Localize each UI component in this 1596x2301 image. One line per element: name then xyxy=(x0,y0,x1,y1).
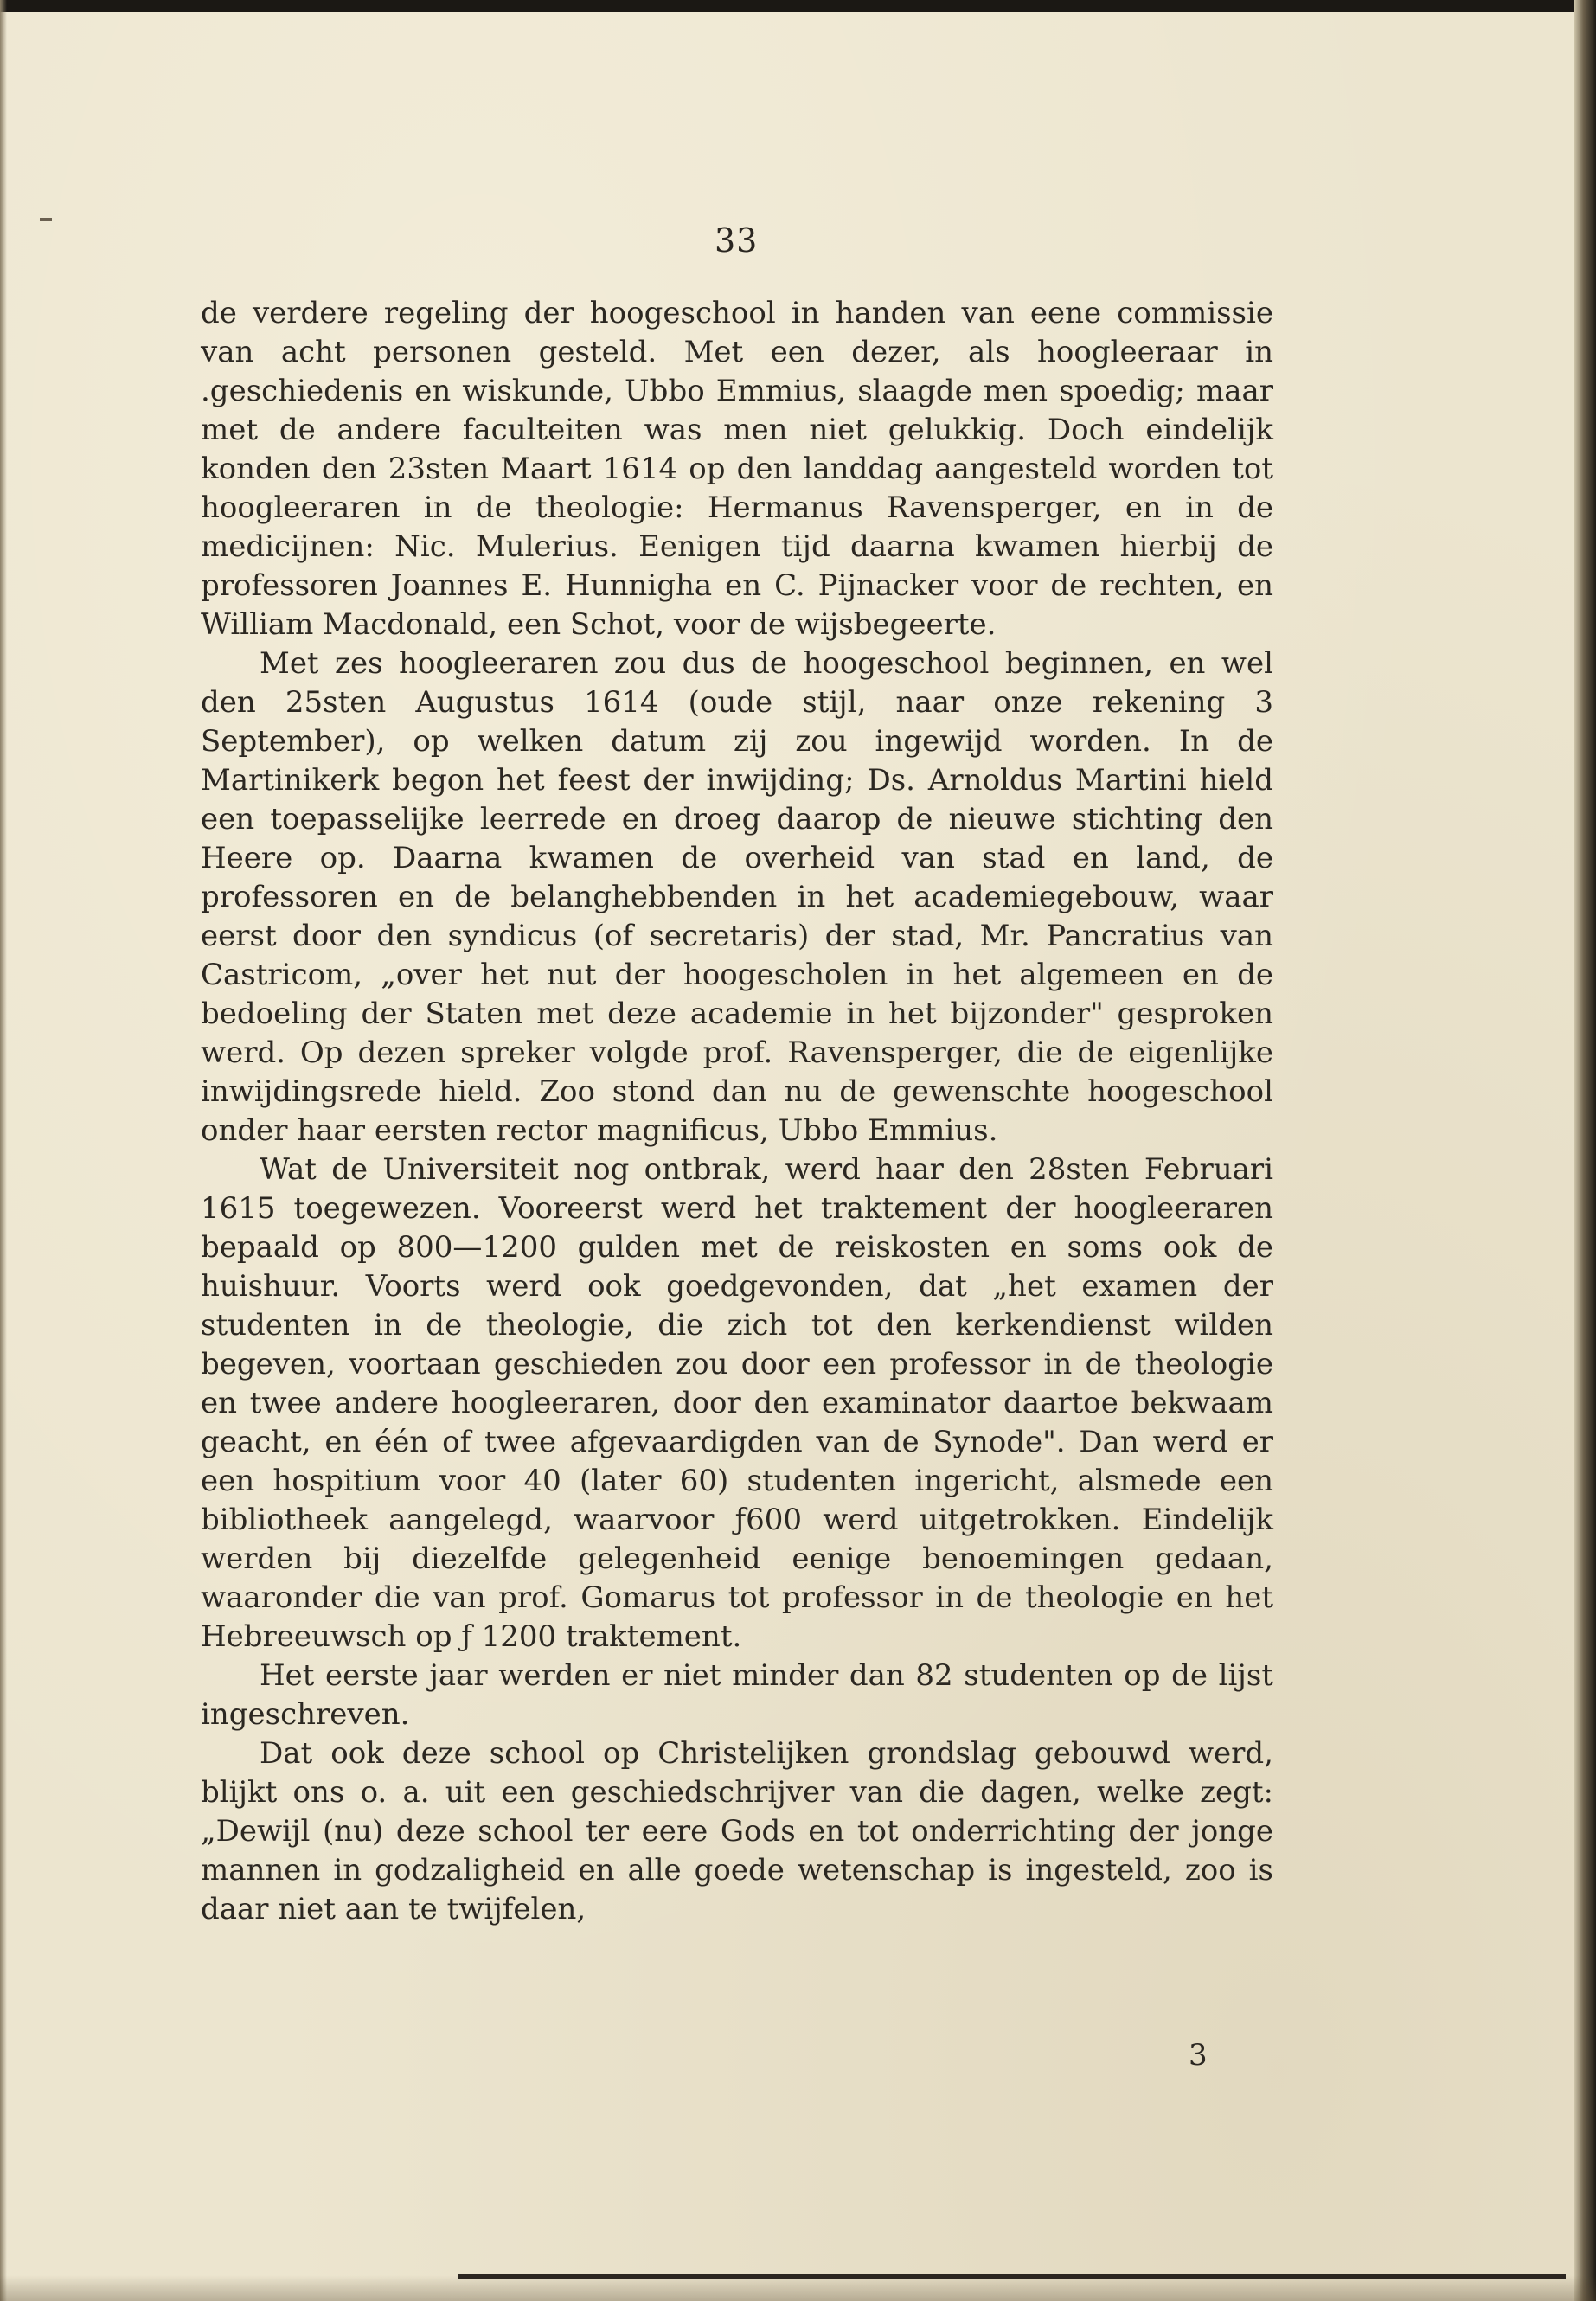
paragraph: Het eerste jaar werden er niet minder dan 82 studenten op de lijst ingeschreven. xyxy=(201,1658,1273,1732)
body-text xyxy=(201,294,1273,1929)
scan-bottom-shadow xyxy=(0,2275,1596,2301)
paragraph: Dat ook deze school op Christelijken grondslag gebouwd werd, blijkt ons o. a. uit een geschiedschrijver van die dagen, welke zegt: „Dewijl (nu) deze school ter eere Gods en tot onderrichting der jonge mannen in godzaligheid en alle goede wetenschap is ingesteld, zoo is daar niet aan te twijfelen, xyxy=(201,1736,1273,1926)
margin-mark xyxy=(40,218,52,221)
scan-edge-right xyxy=(1574,0,1596,2301)
paragraph: Met zes hoogleeraren zou dus de hoogeschool beginnen, en wel den 25sten Augustus 1614 (oude stijl, naar onze rekening 3 September), op welken datum zij zou ingewijd worden. In de Martinikerk begon het feest der inwijding; Ds. Arnoldus Martini hield een toepasselijke leerrede en droeg daarop de nieuwe stichting den Heere op. Daarna kwamen de overheid van stad en land, de professoren en de belanghebbenden in het academiegebouw, waar eerst door den syndicus (of secretaris) der stad, Mr. Pancratius van Castricom, „over het nut der hoogescholen in het algemeen en de bedoeling der Staten met deze academie in het bijzonder" gesproken werd. Op dezen spreker volgde prof. Ravensperger, die de eigenlijke inwijdingsrede hield. Zoo stond dan nu de gewenschte hoogeschool onder haar eersten rector magnificus, Ubbo Emmius. xyxy=(201,646,1273,1148)
signature-mark: 3 xyxy=(1189,2038,1208,2073)
page-number: 33 xyxy=(715,221,759,260)
scan-edge-left xyxy=(0,0,7,2301)
scan-bottom-rule xyxy=(458,2274,1566,2279)
paragraph: de verdere regeling der hoogeschool in handen van eene commissie van acht personen gesteld. Met een dezer, als hoogleeraar in .geschiedenis en wiskunde, Ubbo Emmius, slaagde men spoedig; maar met de andere faculteiten was men niet gelukkig. Doch eindelijk konden den 23sten Maart 1614 op den landdag aangesteld worden tot hoogleeraren in de theologie: Hermanus Ravensperger, en in de medicijnen: Nic. Mulerius. Eenigen tijd daarna kwamen hierbij de professoren Joannes E. Hunnigha en C. Pijnacker voor de rechten, en William Macdonald, een Schot, voor de wijsbegeerte. xyxy=(201,296,1273,642)
scan-edge-top xyxy=(0,0,1596,12)
paragraph: Wat de Universiteit nog ontbrak, werd haar den 28sten Februari 1615 toegewezen. Vooreerst werd het traktement der hoogleeraren bepaald op 800—1200 gulden met de reiskosten en soms ook de huishuur. Voorts werd ook goedgevonden, dat „het examen der studenten in de theologie, die zich tot den kerkendienst wilden begeven, voortaan geschieden zou door een professor in de theologie en twee andere hoogleeraren, door den examinator daartoe bekwaam geacht, en één of twee afgevaardigden van de Synode". Dan werd er een hospitium voor 40 (later 60) studenten ingericht, alsmede een bibliotheek aangelegd, waarvoor ƒ600 werd uitgetrokken. Eindelijk werden bij diezelfde gelegenheid eenige benoemingen gedaan, waaronder die van prof. Gomarus tot professor in de theologie en het Hebreeuwsch op ƒ 1200 traktement. xyxy=(201,1152,1273,1654)
